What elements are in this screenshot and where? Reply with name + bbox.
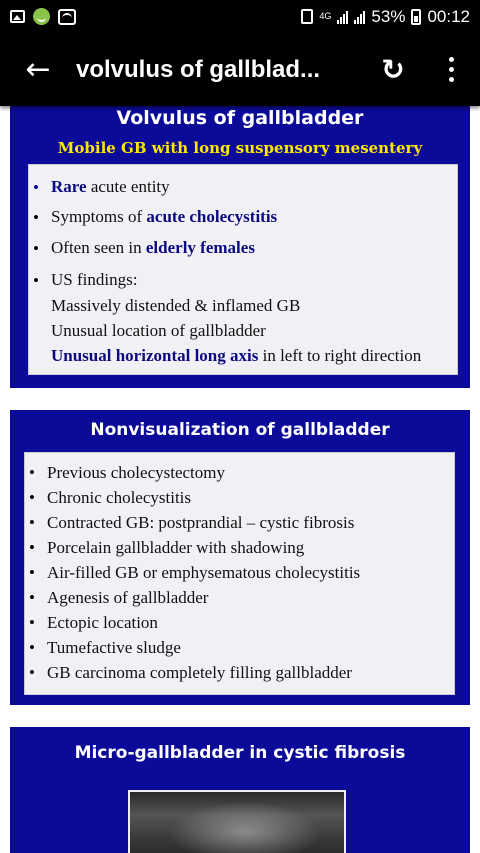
status-right: [301, 7, 470, 27]
wifi-box-icon: [58, 9, 76, 25]
list-item: Contracted GB: postprandial – cystic fibrosis: [47, 513, 355, 532]
slide-title: Volvulus of gallbladder: [116, 107, 364, 129]
sub-item: Unusual horizontal long axis in left to right direction: [51, 346, 422, 365]
status-left-icons: [10, 8, 76, 25]
refresh-icon: ↻: [381, 53, 405, 86]
battery-percent: 53%: [371, 6, 406, 26]
bullet: •: [33, 271, 39, 290]
signal-icon: [337, 10, 348, 24]
slide-title: Nonvisualization of gallbladder: [90, 420, 390, 440]
battery-icon: [411, 9, 421, 25]
list-item: Symptoms of acute cholecystitis: [51, 207, 278, 226]
slide-micro-gallbladder: [10, 727, 470, 853]
arrow-left-icon: ←: [25, 52, 51, 87]
sim-icon: [301, 9, 313, 24]
gallery-icon: [10, 10, 25, 23]
back-button[interactable]: [0, 33, 76, 106]
bullet: •: [33, 178, 39, 197]
list-item: US findings:: [51, 270, 138, 289]
bullet: •: [33, 239, 39, 258]
list-item: Agenesis of gallbladder: [47, 588, 209, 607]
signal-icon-2: [354, 10, 365, 24]
bullet: •: [29, 538, 35, 557]
bullet: •: [29, 638, 35, 657]
list-item: Rare acute entity: [51, 177, 170, 196]
more-options-button[interactable]: [422, 33, 480, 106]
slide-subtitle: Mobile GB with long suspensory mesentery: [57, 139, 423, 157]
list-item: Previous cholecystectomy: [47, 463, 225, 482]
bullet: •: [29, 613, 35, 632]
network-type: 4G: [319, 11, 332, 21]
emoji-notification-icon: [33, 8, 50, 25]
page-title: volvulus of gallblad...: [76, 55, 321, 83]
content-box: [24, 452, 455, 695]
bullet: •: [29, 463, 35, 482]
slide-nonvisualization: [10, 410, 470, 705]
status-bar: [0, 0, 480, 33]
bullet: •: [29, 488, 35, 507]
bullet: •: [33, 208, 39, 227]
bullet: •: [29, 513, 35, 532]
clock: 00:12: [427, 6, 470, 26]
refresh-button[interactable]: [364, 33, 422, 106]
ultrasound-image: [128, 790, 346, 853]
bullet: •: [29, 588, 35, 607]
list-item: Tumefactive sludge: [47, 638, 181, 657]
slide-volvulus: [10, 104, 470, 388]
list-item: Porcelain gallbladder with shadowing: [47, 538, 305, 557]
bullet: •: [29, 563, 35, 582]
slide-title: Micro-gallbladder in cystic fibrosis: [74, 743, 406, 763]
list-item: Ectopic location: [47, 613, 158, 632]
list-item: GB carcinoma completely filling gallbladder: [47, 663, 352, 682]
list-item: Air-filled GB or emphysematous cholecystitis: [47, 563, 361, 582]
list-item: Chronic cholecystitis: [47, 488, 192, 507]
app-bar: [0, 33, 480, 106]
bullet: •: [29, 663, 35, 682]
more-vert-icon: [449, 57, 454, 62]
list-item: Often seen in elderly females: [51, 238, 255, 257]
sub-item: Massively distended & inflamed GB: [51, 296, 301, 315]
content-box: [28, 164, 458, 375]
sub-item: Unusual location of gallbladder: [51, 321, 266, 340]
